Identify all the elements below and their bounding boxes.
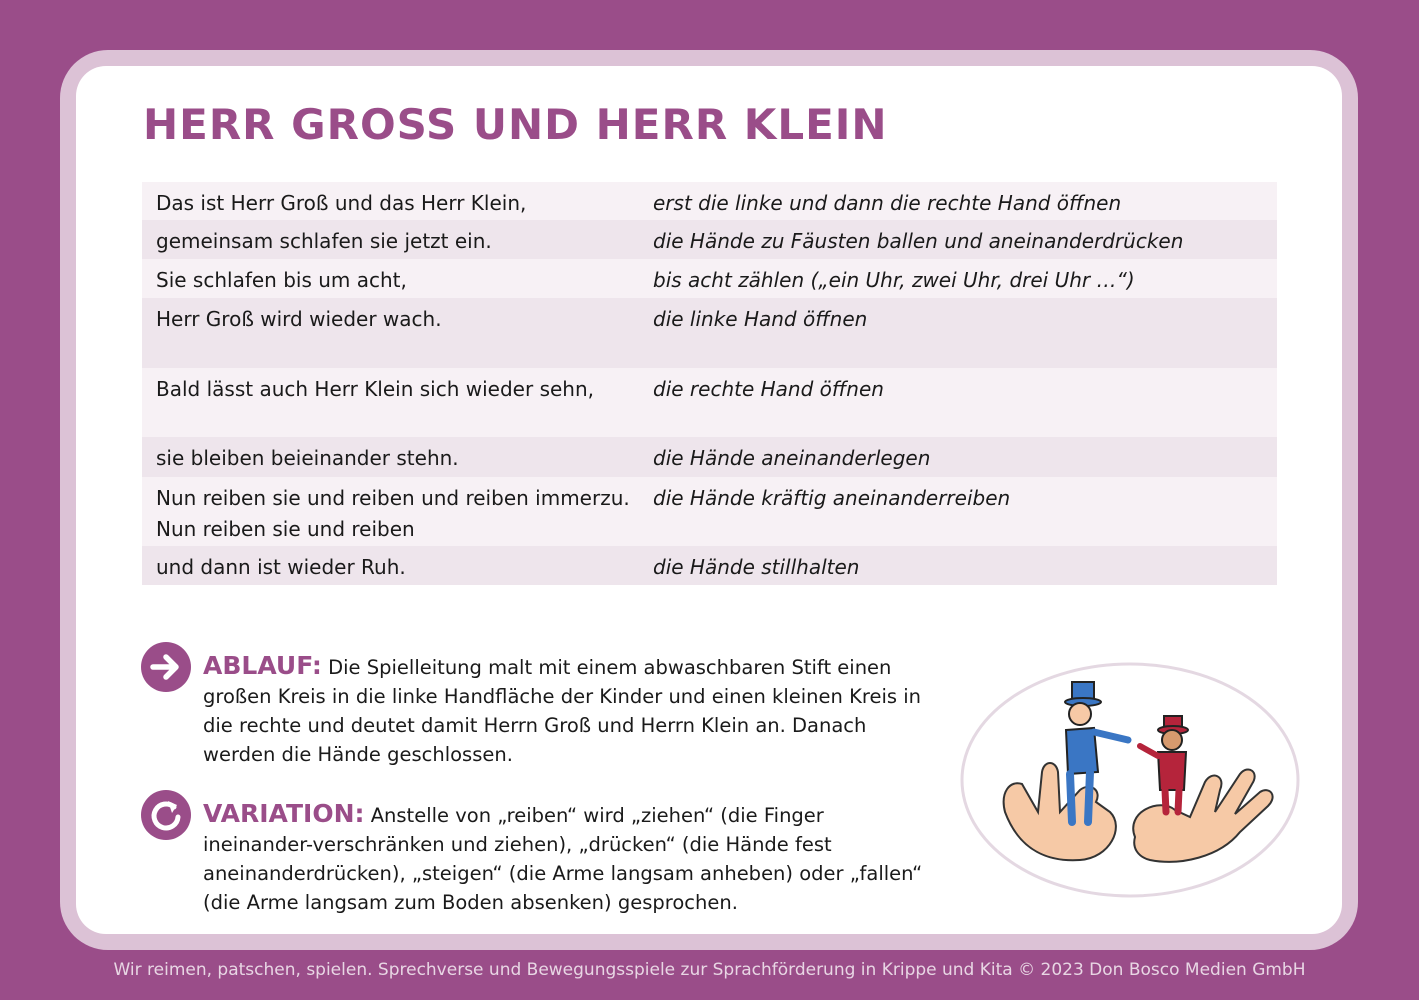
- verse-action: die Hände zu Fäusten ballen und aneinanderdrücken: [653, 229, 1184, 253]
- verse-action: bis acht zählen („ein Uhr, zwei Uhr, drei Uhr …“): [653, 268, 1135, 292]
- two-men-on-hands-illustration: [960, 662, 1300, 898]
- footer-copyright: Wir reimen, patschen, spielen. Sprechverse und Bewegungsspiele zur Sprachförderung in Krippe und Kita © 2023 Don Bosco Medien GmbH: [113, 960, 1306, 980]
- variation-text: Anstelle von „reiben“ wird „ziehen“ (die Finger ineinander-verschränken und ziehen), „drücken“ (die Hände fest aneinanderdrücken), „steigen“ (die Arme langsam anheben) oder „fallen“ (die Arme langsam zum Boden absenken) gesprochen.: [203, 804, 923, 914]
- verse-text: Bald lässt auch Herr Klein sich wieder sehn,: [156, 377, 594, 401]
- verse-row: [142, 477, 1277, 546]
- verse-action: die rechte Hand öffnen: [653, 377, 884, 401]
- variation-label: VARIATION:: [203, 799, 365, 828]
- verse-text: Herr Groß wird wieder wach.: [156, 307, 442, 331]
- verse-action: die Hände kräftig aneinanderreiben: [653, 486, 1011, 510]
- verse-row: [142, 437, 1277, 477]
- verse-action: die Hände aneinanderlegen: [653, 446, 931, 470]
- verse-row: [142, 259, 1277, 298]
- page-title: HERR GROSS UND HERR KLEIN: [143, 100, 888, 149]
- refresh-icon: [141, 790, 191, 840]
- verse-row: [142, 182, 1277, 220]
- verse-text: sie bleiben beieinander stehn.: [156, 446, 459, 470]
- verse-text: und dann ist wieder Ruh.: [156, 555, 406, 579]
- verse-row: [142, 546, 1277, 585]
- verse-row: [142, 368, 1277, 437]
- verse-table: [142, 182, 1277, 585]
- ablauf-text: Die Spielleitung malt mit einem abwaschbaren Stift einen großen Kreis in die linke Handfläche der Kinder und einen kleinen Kreis in die rechte und deutet damit Herrn Groß und Herrn Klein an. Danach werden die Hände geschlossen.: [203, 656, 922, 766]
- verse-row: [142, 298, 1277, 368]
- variation-section: [203, 799, 938, 917]
- verse-text: gemeinsam schlafen sie jetzt ein.: [156, 229, 492, 253]
- verse-text: Das ist Herr Groß und das Herr Klein,: [156, 191, 527, 215]
- verse-action: die Hände stillhalten: [653, 555, 860, 579]
- verse-row: [142, 220, 1277, 259]
- verse-text: Nun reiben sie und reiben und reiben immerzu. Nun reiben sie und reiben: [156, 486, 630, 541]
- ablauf-label: ABLAUF:: [203, 651, 322, 680]
- ablauf-section: [203, 651, 938, 769]
- verse-text: Sie schlafen bis um acht,: [156, 268, 407, 292]
- verse-action: die linke Hand öffnen: [653, 307, 868, 331]
- arrow-right-icon: [141, 642, 191, 692]
- verse-action: erst die linke und dann die rechte Hand öffnen: [653, 191, 1122, 215]
